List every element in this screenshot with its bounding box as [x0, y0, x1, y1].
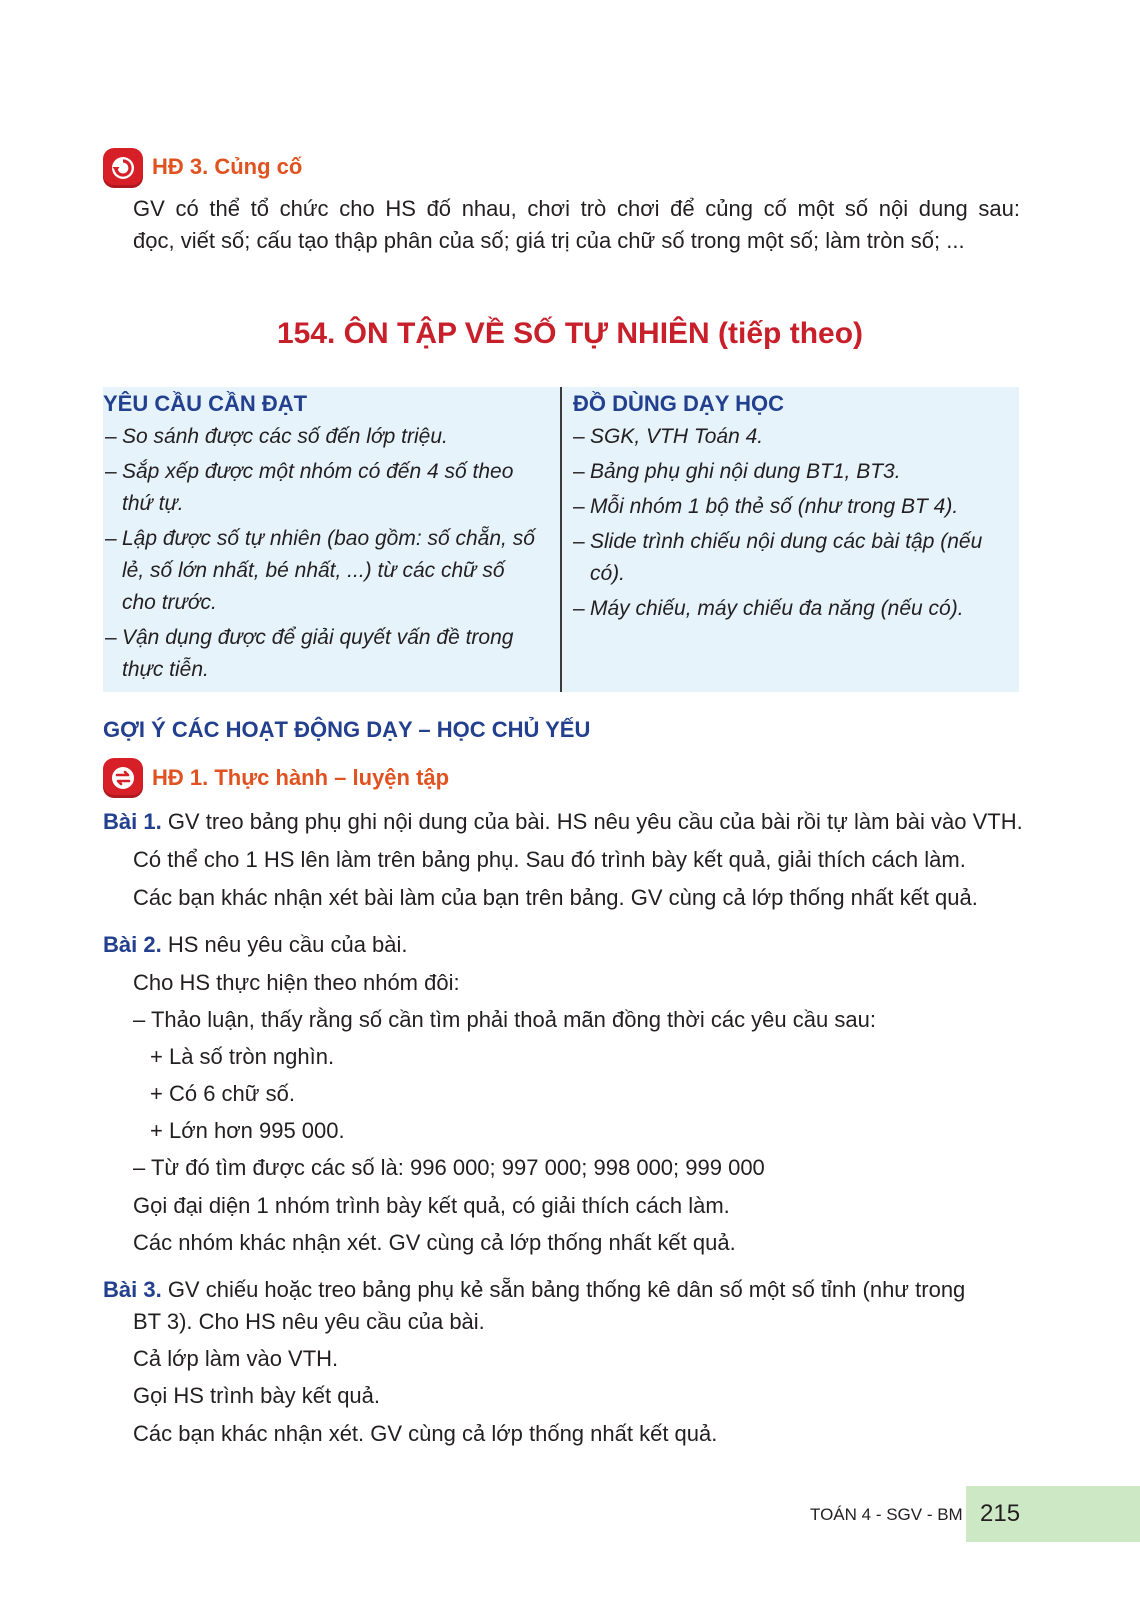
requirements-list: [105, 421, 543, 689]
bai1-label: Bài 1.: [103, 809, 162, 834]
bai1-line-3: Các bạn khác nhận xét bài làm của bạn trên bảng. GV cùng cả lớp thống nhất kết quả.: [133, 885, 978, 910]
lesson-title: 154. ÔN TẬP VỀ SỐ TỰ NHIÊN (tiếp theo): [276, 317, 864, 350]
page-number: 215: [980, 1500, 1021, 1527]
bai3-line-5: Các bạn khác nhận xét. GV cùng cả lớp thống nhất kết quả.: [133, 1421, 718, 1446]
practice-icon: [103, 758, 143, 798]
bai2-line-2: Cho HS thực hiện theo nhóm đôi:: [133, 970, 460, 995]
material-item: – Bảng phụ ghi nội dung BT1, BT3.: [573, 456, 993, 488]
hd3-line-1: GV có thể tổ chức cho HS đố nhau, chơi trò chơi để củng cố một số nội dung sau:: [133, 196, 1020, 221]
footer-book-title: TOÁN 4 - SGV - BM: [810, 1505, 963, 1524]
material-item: – Slide trình chiếu nội dung các bài tập (nếu có).: [573, 526, 993, 590]
bai2-line-9: Các nhóm khác nhận xét. GV cùng cả lớp thống nhất kết quả.: [133, 1230, 736, 1255]
materials-heading: ĐỒ DÙNG DẠY HỌC: [573, 391, 785, 416]
bai1-line-2: Có thể cho 1 HS lên làm trên bảng phụ. Sau đó trình bày kết quả, giải thích cách làm.: [133, 847, 966, 872]
hd3-title: HĐ 3. Củng cố: [152, 154, 303, 179]
requirement-item: – So sánh được các số đến lớp triệu.: [105, 421, 543, 453]
bai3-text: GV chiếu hoặc treo bảng phụ kẻ sẵn bảng thống kê dân số một số tỉnh (như trong: [161, 1277, 966, 1302]
bai3-line-1: [103, 1274, 1023, 1306]
bai2-line-1: [103, 929, 408, 961]
bai3-line-3: Cả lớp làm vào VTH.: [133, 1346, 339, 1371]
bai2-line-4: + Là số tròn nghìn.: [150, 1044, 335, 1069]
material-item: – Máy chiếu, máy chiếu đa năng (nếu có).: [573, 593, 993, 625]
materials-list: [573, 421, 993, 628]
bai2-text: HS nêu yêu cầu của bài.: [161, 932, 408, 957]
bai2-line-5: + Có 6 chữ số.: [150, 1081, 295, 1106]
hd1-title: HĐ 1. Thực hành – luyện tập: [152, 765, 450, 790]
bai3-line-2: BT 3). Cho HS nêu yêu cầu của bài.: [133, 1309, 485, 1334]
requirement-item: – Vận dụng được để giải quyết vấn đề trong thực tiễn.: [105, 622, 543, 686]
bai2-label: Bài 2.: [103, 932, 162, 957]
bai2-line-8: Gọi đại diện 1 nhóm trình bày kết quả, có giải thích cách làm.: [133, 1193, 730, 1218]
requirement-item: – Sắp xếp được một nhóm có đến 4 số theo thứ tự.: [105, 456, 543, 520]
refresh-icon: [103, 148, 143, 188]
bai2-line-7: – Từ đó tìm được các số là: 996 000; 997 000; 998 000; 999 000: [133, 1155, 765, 1180]
material-item: – Mỗi nhóm 1 bộ thẻ số (như trong BT 4).: [573, 491, 993, 523]
bai1-line-1: [103, 806, 1023, 838]
bai3-label: Bài 3.: [103, 1277, 162, 1302]
material-item: – SGK, VTH Toán 4.: [573, 421, 993, 453]
hd3-line-2: đọc, viết số; cấu tạo thập phân của số; giá trị của chữ số trong một số; làm tròn số; ...: [133, 228, 965, 253]
bai1-text: GV treo bảng phụ ghi nội dung của bài. HS nêu yêu cầu của bài rồi tự làm bài vào VTH.: [161, 809, 1023, 834]
panel-divider: [560, 387, 562, 692]
bai3-line-4: Gọi HS trình bày kết quả.: [133, 1383, 381, 1408]
requirement-item: – Lập được số tự nhiên (bao gồm: số chẵn, số lẻ, số lớn nhất, bé nhất, ...) từ các chữ số cho trước.: [105, 523, 543, 619]
bai2-line-3: – Thảo luận, thấy rằng số cần tìm phải thoả mãn đồng thời các yêu cầu sau:: [133, 1007, 876, 1032]
activities-heading: GỢI Ý CÁC HOẠT ĐỘNG DẠY – HỌC CHỦ YẾU: [103, 717, 591, 742]
bai2-line-6: + Lớn hơn 995 000.: [150, 1118, 345, 1143]
requirements-heading: YÊU CẦU CẦN ĐẠT: [103, 391, 308, 416]
